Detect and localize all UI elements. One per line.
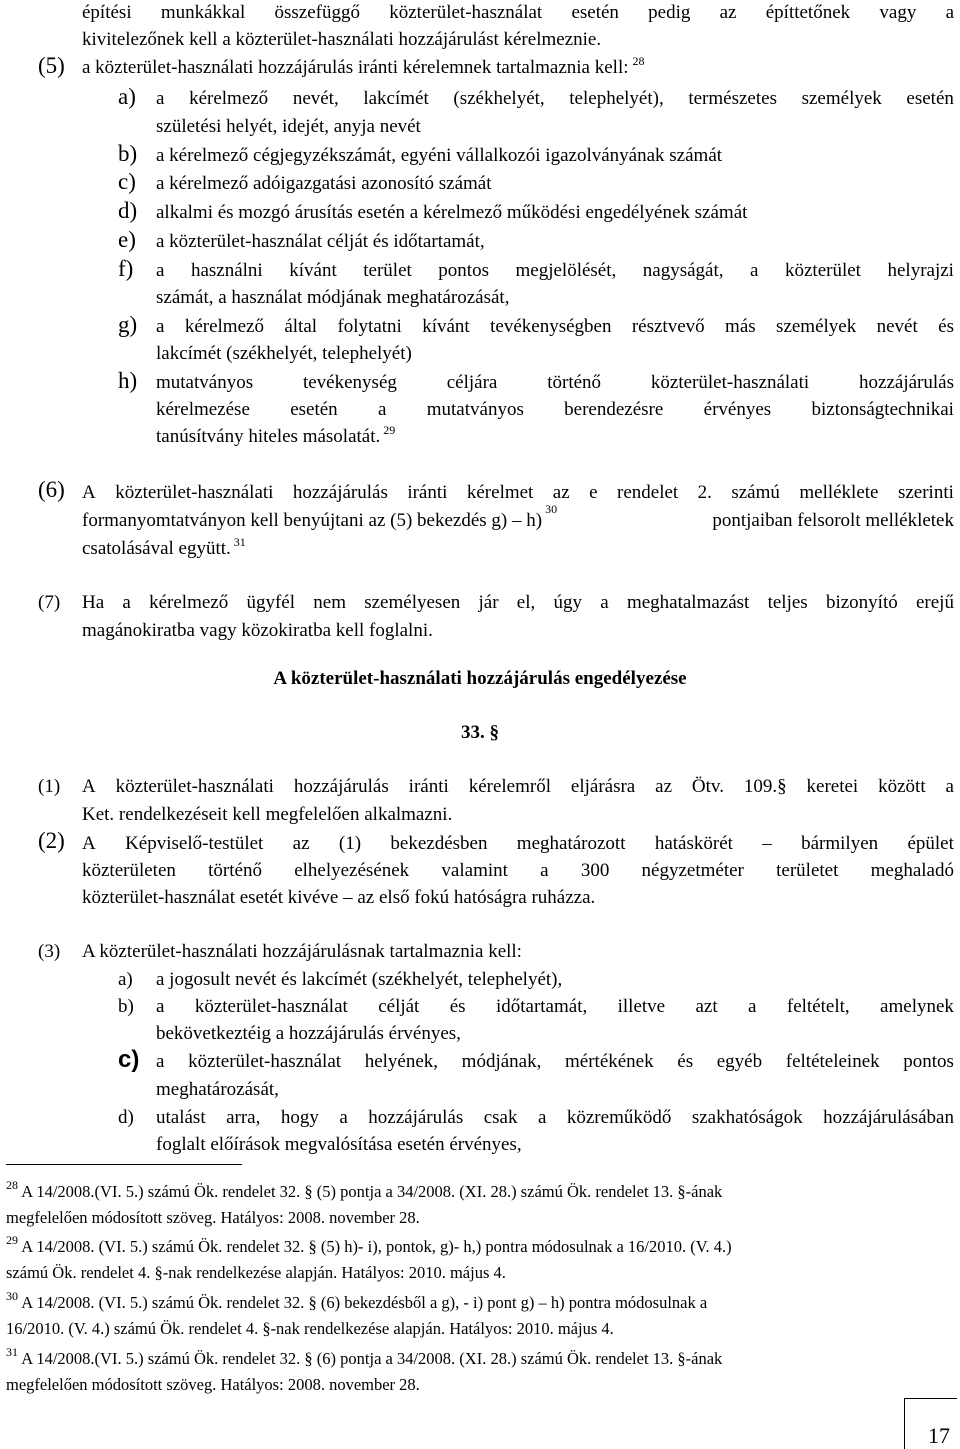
intro-line-1 [82,1,954,25]
paragraph-6-text-3: csatolásával együtt. [82,538,231,559]
s3-item-c-line-2: meghatározását, [156,1079,279,1100]
item-f-label: f) [118,256,134,281]
s3-item-d-label: d) [118,1107,134,1128]
s3-item-b-line-1 [156,995,954,1019]
footnote-31 [6,1345,723,1370]
item-f-line-1 [156,259,954,283]
footnote-29-number: 29 [6,1233,18,1247]
s3-label: (3) [38,941,61,962]
item-h-line-1 [156,371,954,395]
s2-text-2: közterületen történő elhelyezésének valamint a 300 négyzetméter területet meghaladó [82,860,954,881]
s3-item-c-text-1: a közterület-használat helyének, módjának, mértékének és egyéb feltételeinek pontos [156,1051,954,1072]
paragraph-5-lead: a közterület-használati hozzájárulás iránti kérelemnek tartalmaznia kell: [82,57,629,78]
item-f-text-1: a használni kívánt terület pontos megjelölését, nagyságát, a közterület helyrajzi [156,260,954,281]
item-c-line-1: a kérelmező adóigazgatási azonosító számát [156,173,492,194]
s2-line-1 [82,832,954,856]
item-h-line-3 [156,425,395,449]
item-a-line-1 [156,87,954,111]
s3-item-d-line-1 [156,1106,954,1130]
footnote-ref-31: 31 [233,535,246,549]
paragraph-6-line-1 [82,481,954,505]
s2-line-2 [82,859,954,883]
item-a-line-2: születési helyét, idejét, anyja nevét [156,116,421,137]
paragraph-6-line-3 [82,537,246,561]
item-h-line-2 [156,398,954,422]
paragraph-6-line-2 [82,502,954,533]
footnote-29 [6,1233,732,1258]
item-d-line-1: alkalmi és mozgó árusítás esetén a kérelmező működési engedélyének számát [156,202,748,223]
item-f-line-2: számát, a használat módjának meghatározását, [156,287,510,308]
footnote-29-cont: számú Ök. rendelet 4. §-nak rendelkezése alapján. Hatályos: 2010. május 4. [6,1263,506,1282]
paragraph-6-text-1: A közterület-használati hozzájárulás iránti kérelmet az e rendelet 2. számú melléklete szerinti [82,482,954,503]
item-h-text-1: mutatványos tevékenység céljára történő közterület-használati hozzájárulás [156,372,954,393]
s1-label: (1) [38,776,61,797]
s3-item-d-text-1: utalást arra, hogy a hozzájárulás csak a közreműködő szakhatóságok hozzájárulásában [156,1107,954,1128]
s1-line-1 [82,775,954,799]
item-b-line-1: a kérelmező cégjegyzékszámát, egyéni vállalkozói igazolványának számát [156,145,723,166]
footnote-ref-29: 29 [383,423,396,437]
s3-item-b-line-2: bekövetkeztéig a hozzájárulás érvényes, [156,1023,461,1044]
paragraph-6-text-2a: formanyomtatványon kell benyújtani az (5) bekezdés g) – h) [82,510,543,531]
intro-line-2: kivitelezőnek kell a közterület-használati hozzájárulást kérelmeznie. [82,29,602,50]
paragraph-7-line-2: magánokiratba vagy közokiratba kell foglalni. [82,620,433,641]
paragraph-7-line-1 [82,591,954,615]
item-h-text-3: tanúsítvány hiteles másolatát. [156,426,381,447]
item-b-label: b) [118,141,138,166]
footnote-29-text-1: A 14/2008. (VI. 5.) számú Ök. rendelet 32. § (5) h)- i), pontok, g)- h,) pontra módosulnak a 16/2010. (V. 4.) [21,1237,732,1256]
item-g-line-2: lakcímét (székhelyét, telephelyét) [156,343,412,364]
item-g-text-1: a kérelmező által folytatni kívánt tevékenységben résztvevő más személyek nevét és [156,316,954,337]
footnote-31-cont: megfelelően módosított szöveg. Hatályos: 2008. november 28. [6,1375,420,1394]
s2-line-3: közterület-használat esetét kivéve – az első fokú hatóságra ruházza. [82,887,596,908]
footnote-30-text-1: A 14/2008. (VI. 5.) számú Ök. rendelet 32. § (6) bekezdésből a g), - i) pont g) – h) pontra módosulnak a [21,1293,708,1312]
footnote-28-cont: megfelelően módosított szöveg. Hatályos: 2008. november 28. [6,1208,420,1227]
item-d-label: d) [118,198,138,223]
paragraph-5-label: (5) [38,53,65,78]
footnote-31-text-1: A 14/2008.(VI. 5.) számú Ök. rendelet 32. § (6) pontja a 34/2008. (XI. 28.) számú Ök. rendelet 13. §-ának [21,1349,723,1368]
footnote-28-number: 28 [6,1178,18,1192]
s3-item-b-text-1: a közterület-használat célját és időtartamát, illetve azt a feltételt, amelynek [156,996,954,1017]
footnote-30-cont: 16/2010. (V. 4.) számú Ök. rendelet 4. §-nak rendelkezése alapján. Hatályos: 2010. május 4. [6,1319,614,1338]
item-g-line-1 [156,315,954,339]
s2-text-1: A Képviselő-testület az (1) bekezdésben meghatározott hatáskörét – bármilyen épület [82,833,954,854]
item-a-label: a) [118,84,136,109]
item-g-label: g) [118,312,138,337]
s3-item-d-line-2: foglalt előírások megvalósítása esetén érvényes, [156,1134,522,1155]
item-c-label: c) [118,169,136,194]
item-h-text-2: kérelmezése esetén a mutatványos berendezésre érvényes biztonságtechnikai [156,399,954,420]
paragraph-6-label: (6) [38,477,65,502]
s3-item-c-label: c) [118,1046,140,1073]
footnote-ref-28: 28 [632,54,645,68]
footnote-30 [6,1289,708,1314]
footnote-28 [6,1178,723,1203]
s3-item-c-line-1 [156,1050,954,1074]
section-number: 33. § [461,722,499,743]
paragraph-7-text-1: Ha a kérelmező ügyfél nem személyesen jár el, úgy a meghatalmazást teljes bizonyító erejű [82,592,954,613]
s1-text-1: A közterület-használati hozzájárulás iránti kérelemről eljárásra az Ötv. 109.§ keretei között a [82,776,954,797]
s3-text: A közterület-használati hozzájárulásnak tartalmaznia kell: [82,941,522,962]
paragraph-7-label: (7) [38,592,61,613]
s3-item-b-label: b) [118,996,134,1017]
s1-line-2: Ket. rendelkezéseit kell megfelelően alkalmazni. [82,804,453,825]
item-a-text-1: a kérelmező nevét, lakcímét (székhelyét, telephelyét), természetes személyek esetén [156,88,954,109]
intro-line-1-text: építési munkákkal összefüggő közterület-használat esetén pedig az építtetőnek vagy a [82,2,954,23]
footnote-ref-30: 30 [545,502,558,516]
page-number: 17 [928,1423,950,1448]
item-h-label: h) [118,368,138,393]
footnote-separator [6,1164,242,1165]
s2-label: (2) [38,828,65,853]
s3-item-a-label: a) [118,969,133,990]
paragraph-6-text-2b: pontjaiban felsorolt mellékletek [712,510,954,531]
footnote-30-number: 30 [6,1289,18,1303]
item-e-line-1: a közterület-használat célját és időtartamát, [156,231,485,252]
footnote-31-number: 31 [6,1345,18,1359]
paragraph-5-text [82,56,645,80]
s3-item-a-line-1: a jogosult nevét és lakcímét (székhelyét, telephelyét), [156,969,563,990]
item-e-label: e) [118,227,136,252]
section-heading: A közterület-használati hozzájárulás engedélyezése [273,668,687,689]
footnote-28-text-1: A 14/2008.(VI. 5.) számú Ök. rendelet 32. § (5) pontja a 34/2008. (XI. 28.) számú Ök. rendelet 13. §-ának [21,1182,723,1201]
